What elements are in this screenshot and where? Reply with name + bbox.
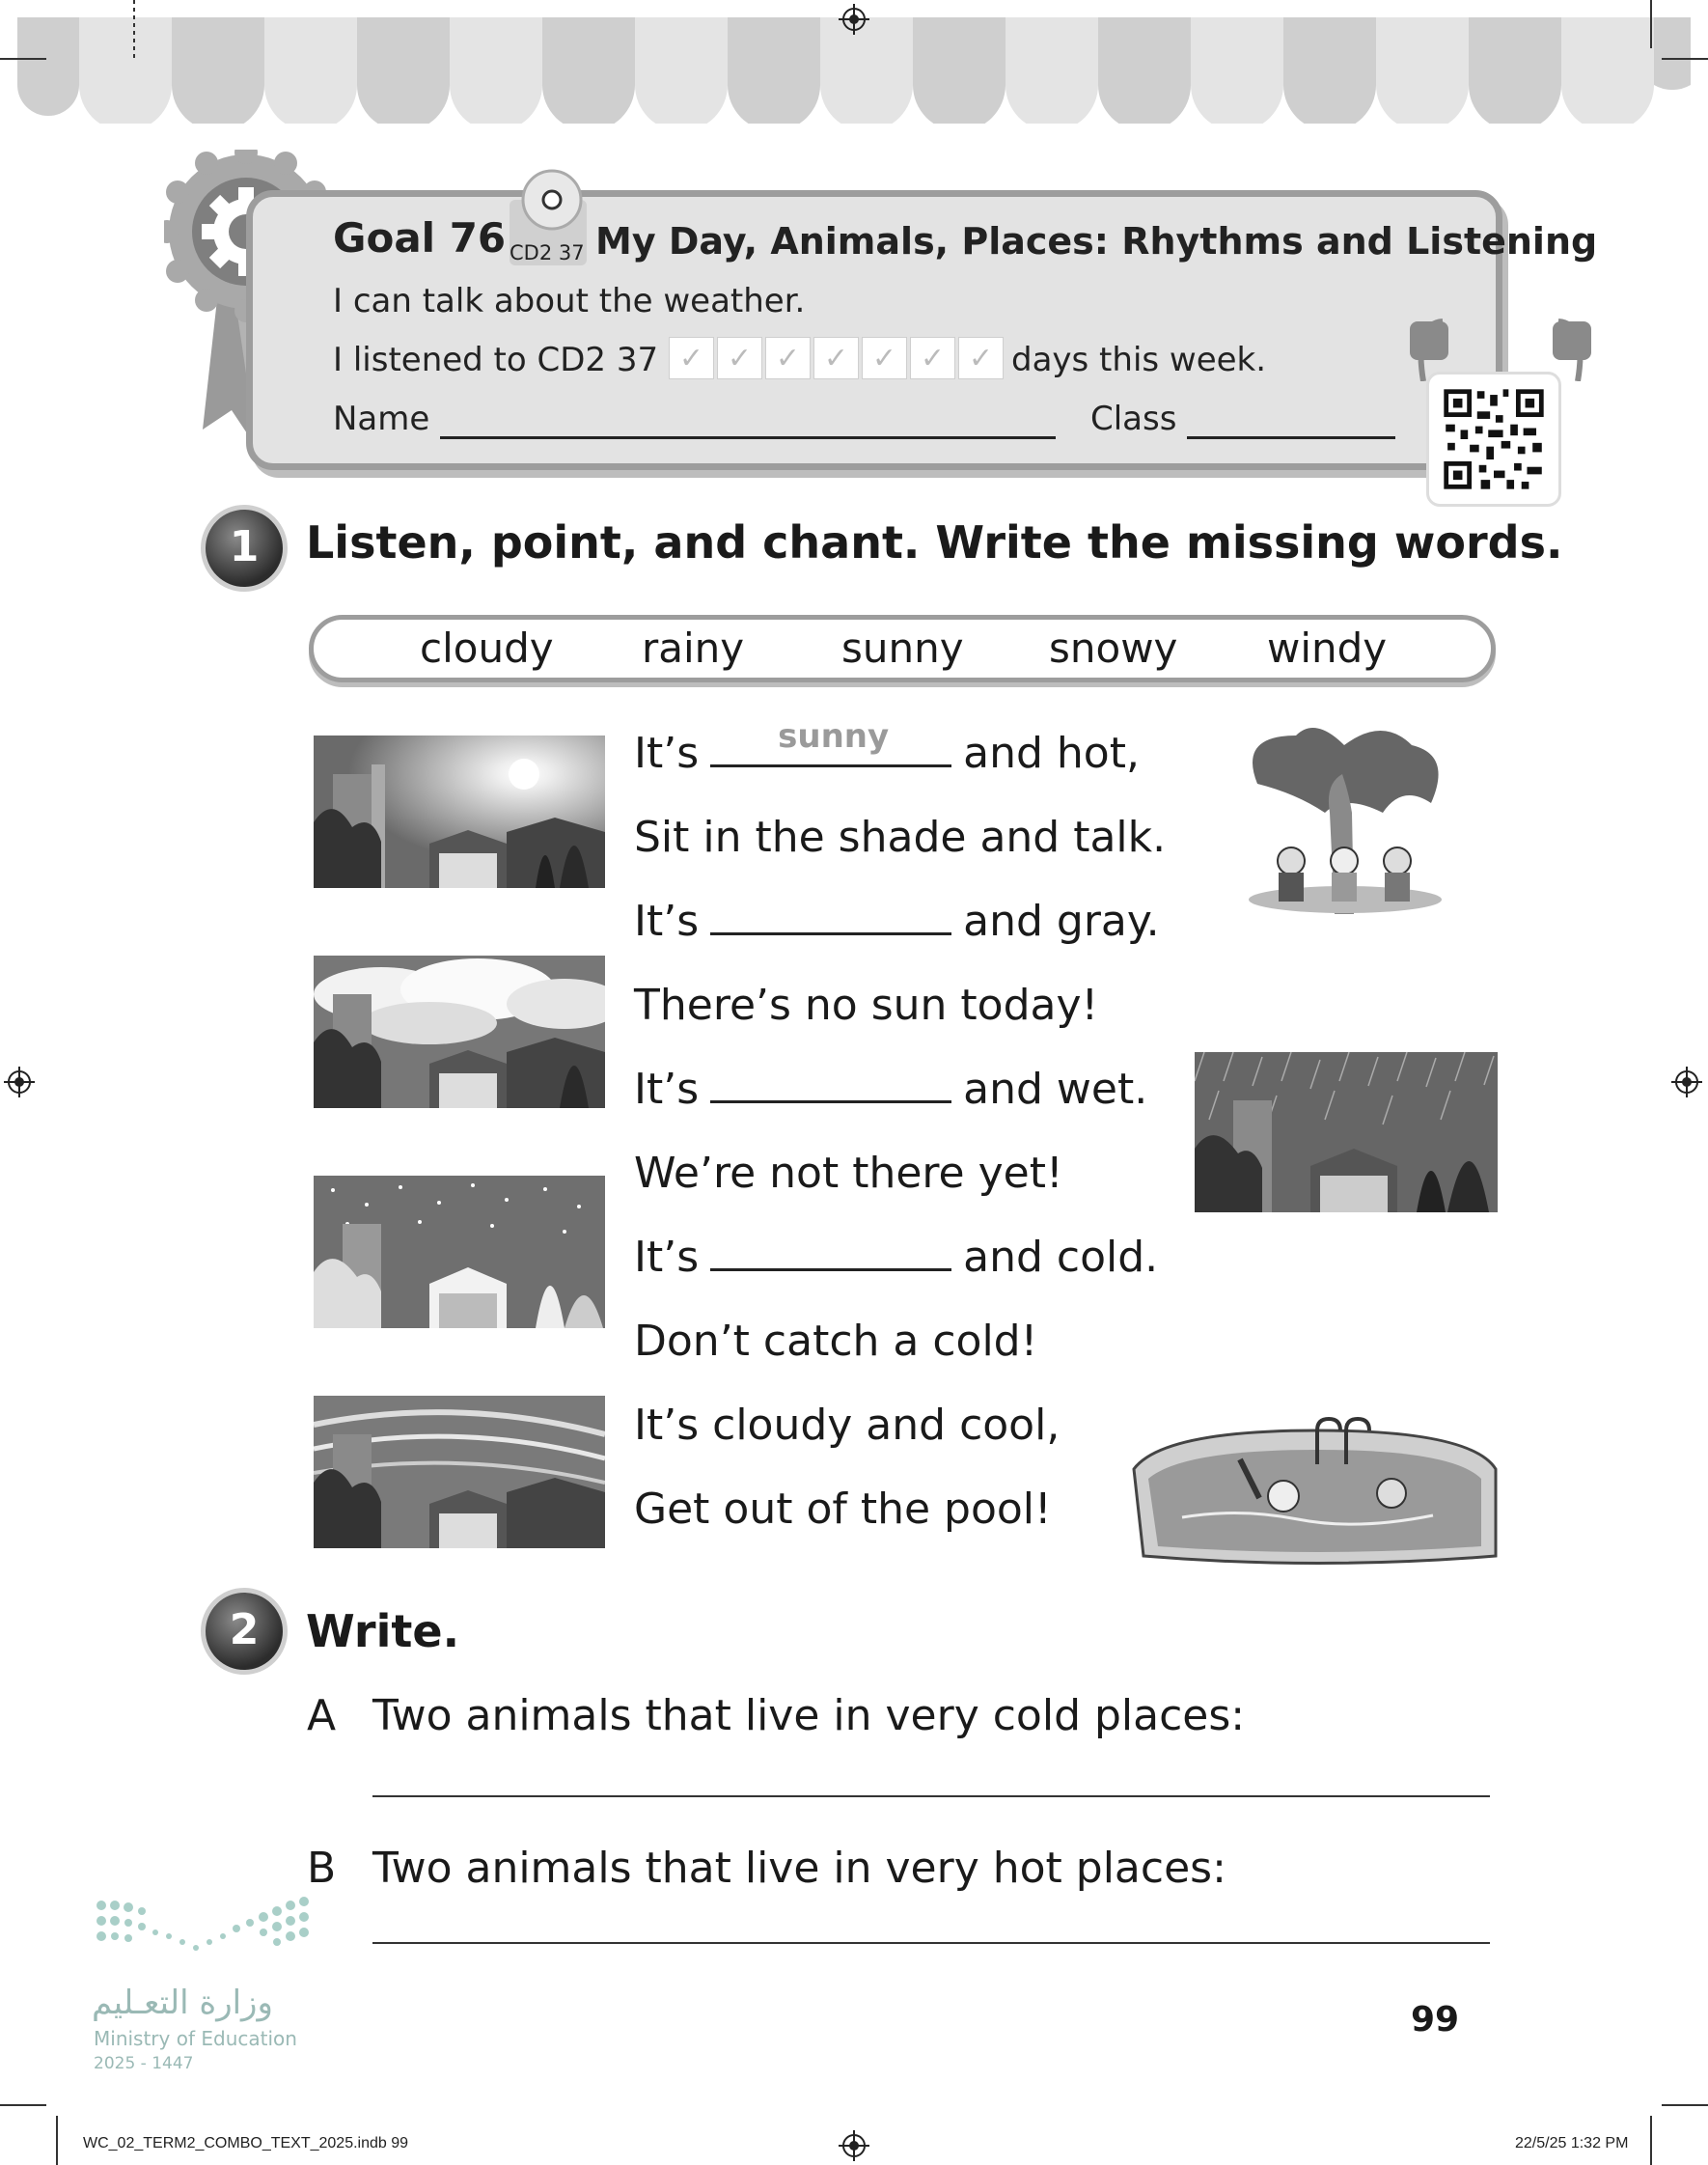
crop-mark [56,2116,58,2165]
registration-mark-icon [839,2130,869,2161]
activity-2-number: 2 [201,1588,288,1675]
answer-blank[interactable] [710,1067,951,1103]
ministry-name-arabic: وزارة التعـليم [92,1984,273,2022]
chant-line: There’s no sun today! [634,981,1099,1030]
footer-date: 22/5/25 1:32 PM [1515,2135,1629,2151]
chant-line: Get out of the pool! [634,1485,1052,1534]
snowy-city-picture [314,1176,605,1328]
kids-under-tree-picture [1238,716,1452,914]
registration-mark-icon [4,1067,35,1097]
answer-line[interactable] [372,1942,1490,1944]
chant-line [634,717,1140,778]
crop-mark [0,58,46,60]
word-bank-item: cloudy [420,625,554,672]
class-field[interactable] [1187,436,1395,439]
chant-line-start: It’s [634,897,700,946]
qr-code-icon[interactable] [1426,372,1561,507]
crop-mark [1662,58,1708,60]
activity-1-instruction: Listen, point, and chant. Write the missing words. [306,516,1563,569]
chant-line [634,1065,1147,1114]
rainy-city-picture [1195,1052,1498,1212]
word-bank-item: sunny [841,625,964,672]
answer-line[interactable] [372,1795,1490,1797]
item-letter: B [307,1844,337,1893]
crop-mark [0,2104,46,2106]
answer-blank[interactable] [710,1235,951,1271]
chant-line-end: and hot, [963,729,1140,778]
registration-mark-icon [1671,1067,1702,1097]
listened-prefix: I listened to CD2 37 [333,341,659,379]
ministry-logo-icon [92,1894,314,1981]
answer-blank[interactable] [710,899,951,935]
day-checkbox[interactable]: ✓ [958,337,1004,379]
answer-blank[interactable] [710,717,951,767]
crop-mark [1650,0,1652,48]
crop-mark [133,0,135,58]
day-checkbox[interactable]: ✓ [910,337,955,379]
footer-file-info: WC_02_TERM2_COMBO_TEXT_2025.indb 99 [83,2135,409,2151]
item-letter: A [307,1691,337,1740]
cloudy-city-picture [314,956,605,1108]
chant-line-start: It’s [634,1233,700,1282]
chant-line-start: It’s [634,1065,700,1114]
listened-suffix: days this week. [1011,341,1267,379]
chant-line [634,897,1160,946]
word-bank-item: snowy [1049,625,1178,672]
crop-mark [1650,2116,1652,2165]
ministry-year: 2025 - 1447 [94,2054,194,2073]
word-bank [309,615,1496,682]
chant-line [634,1233,1158,1282]
chant-line-end: and wet. [963,1065,1148,1114]
day-checkbox[interactable]: ✓ [765,337,811,379]
word-bank-item: windy [1267,625,1388,672]
name-field[interactable] [440,436,1056,439]
chant-line: Sit in the shade and talk. [634,813,1167,862]
listening-tracker [669,337,1004,379]
activity-1-number: 1 [201,505,288,592]
crop-mark [1662,2104,1708,2106]
name-label: Name [333,400,430,438]
chant-line: It’s cloudy and cool, [634,1401,1061,1450]
goal-title: My Day, Animals, Places: Rhythms and Listening [595,220,1598,263]
chant-line-end: and cold. [963,1233,1159,1282]
windy-city-picture [314,1396,605,1548]
activity-2-instruction: Write. [306,1605,460,1657]
page-number: 99 [1411,2000,1460,2040]
item-prompt: Two animals that live in very hot places: [372,1844,1226,1893]
class-label: Class [1090,400,1177,438]
word-bank-item: rainy [642,625,745,672]
example-answer: sunny [778,717,890,756]
ministry-name-english: Ministry of Education [94,2027,297,2050]
registration-mark-icon [839,4,869,35]
day-checkbox[interactable]: ✓ [862,337,907,379]
sunny-city-picture [314,736,605,888]
cd-track-label: CD2 37 [510,241,585,264]
chant-line-start: It’s [634,729,700,778]
chant-line: We’re not there yet! [634,1149,1063,1198]
item-prompt: Two animals that live in very cold places: [372,1691,1246,1740]
chant-line-end: and gray. [963,897,1160,946]
goal-label: Goal 76 [333,214,507,262]
day-checkbox[interactable]: ✓ [717,337,762,379]
day-checkbox[interactable]: ✓ [669,337,714,379]
swimming-pool-picture [1124,1411,1501,1566]
can-do-statement: I can talk about the weather. [333,282,806,320]
chant-line: Don’t catch a cold! [634,1317,1038,1366]
day-checkbox[interactable]: ✓ [813,337,859,379]
